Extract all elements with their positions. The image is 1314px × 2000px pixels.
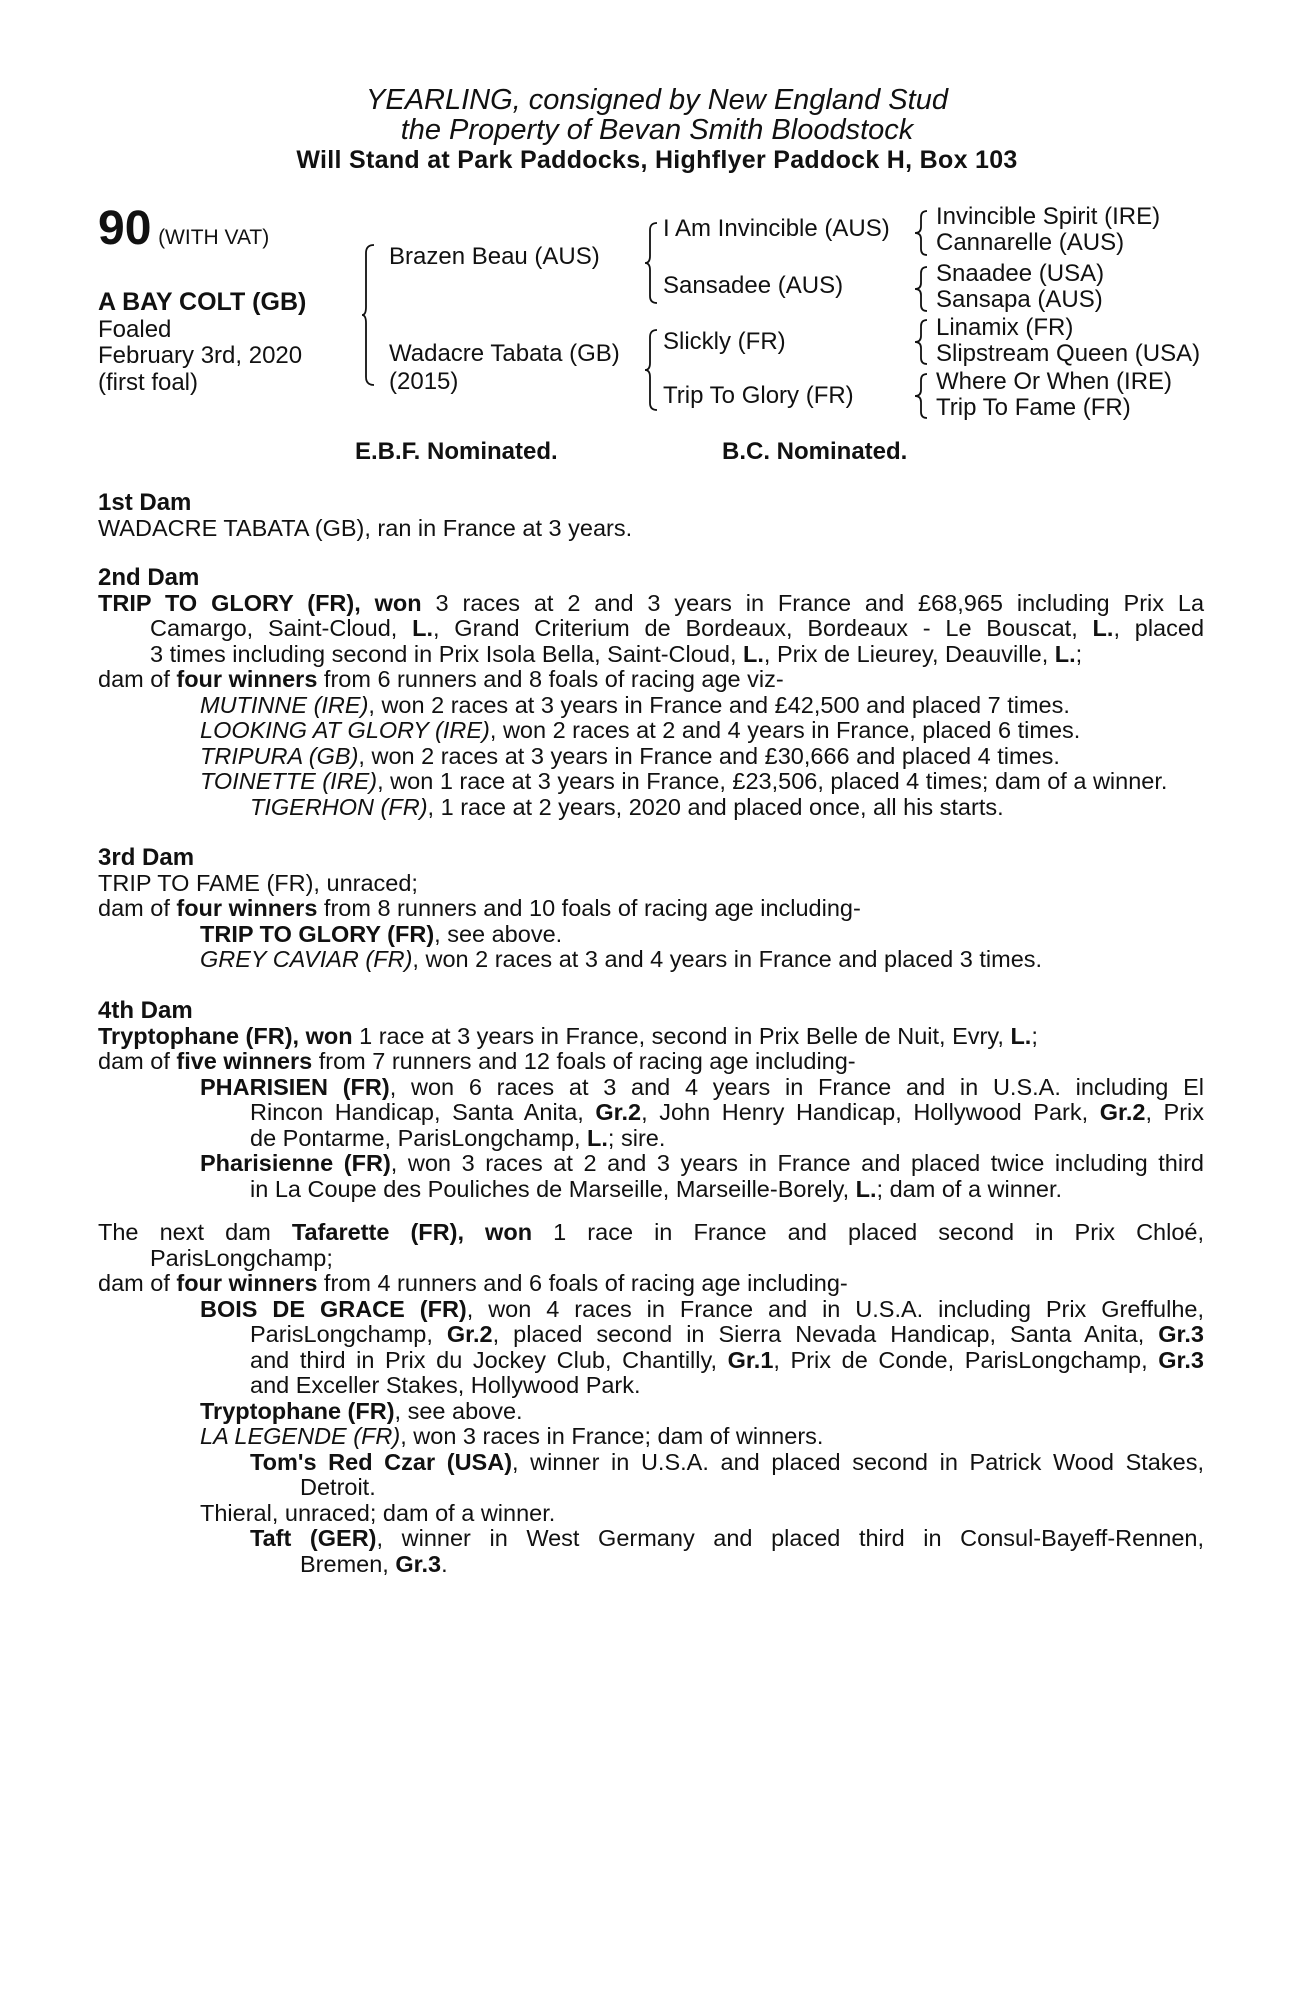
first-dam-text: WADACRE TABATA (GB), ran in France at 3 years.: [98, 514, 633, 541]
pedigree-dss: Linamix (FR): [936, 314, 1074, 341]
progeny-name: Tom's Red Czar (USA): [250, 1448, 513, 1475]
progeny-text: , won 2 races at 3 and 4 years in France and placed 3 times.: [412, 946, 1043, 972]
text: from 8 runners and 10 foals of racing age including-: [317, 895, 861, 921]
pedigree-sire-dam: Sansadee (AUS): [663, 272, 844, 299]
progeny-text: , won 2 races at 3 years in France and £42,500 and placed 7 times.: [368, 691, 1070, 718]
progeny-line: [250, 1100, 1204, 1126]
winners-count: four winners: [176, 666, 318, 692]
fourth-dam-section: [98, 998, 1204, 1202]
foaled-date: February 3rd, 2020: [98, 342, 303, 369]
progeny-line: [250, 1348, 1204, 1374]
progeny-text: , won 6 races at 3 and 4 years in France and in U.S.A. including El: [389, 1073, 1204, 1100]
listed-mark: L.: [1010, 1022, 1032, 1049]
bc-nominated: B.C. Nominated.: [722, 438, 908, 465]
progeny-text: , won 2 races at 3 years in France and £30,666 and placed 4 times.: [358, 742, 1060, 769]
pedigree-brace-dd: [913, 372, 929, 420]
first-dam-section: [98, 490, 1204, 541]
text: , placed: [1113, 615, 1205, 641]
progeny-line: [250, 1126, 1204, 1152]
text: and third in Prix du Jockey Club, Chantilly,: [250, 1346, 728, 1373]
progeny-line: [250, 1450, 1204, 1476]
pedigree-dam: Wadacre Tabata (GB): [389, 340, 620, 367]
fourth-dam-line-2: [98, 1049, 1204, 1075]
second-dam-section: [98, 565, 1204, 820]
grade-mark: Gr.3: [395, 1550, 442, 1577]
text: de Pontarme, ParisLongchamp,: [250, 1124, 588, 1151]
won-word: , won: [457, 1219, 533, 1245]
grade-mark: Gr.3: [1158, 1321, 1204, 1347]
progeny-line: [250, 1526, 1204, 1552]
progeny-text: , won 2 races at 2 and 4 years in France, placed 6 times.: [489, 717, 1081, 743]
progeny-item: [200, 718, 1204, 744]
listed-mark: L.: [743, 640, 764, 667]
progeny-name: LA LEGENDE (FR): [200, 1423, 401, 1449]
progeny-name: Tryptophane (FR): [200, 1397, 395, 1424]
listed-mark: L.: [412, 615, 433, 641]
grade-mark: Gr.3: [1158, 1346, 1204, 1373]
horse-title: A BAY COLT (GB): [98, 288, 307, 316]
text: , Prix: [1145, 1099, 1204, 1125]
winners-count: four winners: [176, 895, 318, 921]
progeny-name: GREY CAVIAR (FR): [200, 946, 413, 972]
text: ;: [1075, 640, 1083, 667]
pedigree-dam-dam: Trip To Glory (FR): [663, 382, 854, 409]
text: Camargo, Saint-Cloud,: [150, 615, 413, 641]
progeny-item: [200, 1399, 1204, 1425]
pedigree-brace-sire: [645, 221, 659, 305]
second-dam-line-4: [98, 667, 1204, 693]
text: from 6 runners and 8 foals of racing age viz-: [317, 666, 784, 692]
text: from 4 runners and 6 foals of racing age including-: [317, 1270, 848, 1296]
progeny-item: [200, 947, 1204, 973]
progeny-name: Taft (GER): [250, 1525, 377, 1551]
progeny-line: [250, 1322, 1204, 1348]
progeny-name: TRIP TO GLORY (FR): [200, 920, 435, 947]
progeny-text: , winner in U.S.A. and placed second in Patrick Wood Stakes,: [512, 1448, 1204, 1475]
winners-count: five winners: [176, 1048, 313, 1074]
progeny-name: TIGERHON (FR): [250, 793, 428, 820]
pedigree-dam-year: (2015): [389, 368, 459, 395]
progeny-line: [250, 1177, 1204, 1203]
grade-mark: Gr.2: [1099, 1099, 1146, 1125]
progeny-item: Thieral, unraced; dam of a winner.: [200, 1499, 556, 1526]
grade-mark: Gr.2: [446, 1321, 493, 1347]
pedigree-brace-sd: [913, 265, 929, 313]
grade-mark: Gr.1: [727, 1346, 774, 1373]
pedigree-brace-main: [362, 243, 376, 387]
next-dam-line-1: [98, 1220, 1204, 1246]
second-dam-name: TRIP TO GLORY (FR): [98, 589, 355, 616]
progeny-item: [200, 693, 1204, 719]
second-dam-heading: 2nd Dam: [98, 564, 200, 591]
text: dam of: [98, 1270, 177, 1296]
fourth-dam-name: Tryptophane (FR): [98, 1022, 293, 1049]
grade-mark: Gr.2: [595, 1099, 642, 1125]
pedigree-brace-ss: [913, 209, 929, 257]
second-dam-text: 3 races at 2 and 3 years in France and £68,965 including Prix La: [421, 589, 1205, 616]
winners-count: four winners: [176, 1270, 318, 1296]
progeny-name: BOIS DE GRACE (FR): [200, 1295, 467, 1322]
won-word: , won: [292, 1022, 353, 1049]
fourth-dam-heading: 4th Dam: [98, 997, 193, 1024]
second-dam-line-1: [98, 591, 1204, 617]
text: Bremen,: [300, 1550, 396, 1577]
progeny-text: , 1 race at 2 years, 2020 and placed once, all his starts.: [427, 793, 1004, 820]
pedigree-sire: Brazen Beau (AUS): [389, 243, 600, 270]
text: dam of: [98, 1048, 177, 1074]
foal-note: (first foal): [98, 369, 199, 396]
progeny-text: , won 1 race at 3 years in France, £23,506, placed 4 times; dam of a winner.: [377, 768, 1168, 794]
progeny-line: [200, 1075, 1204, 1101]
progeny-name: TOINETTE (IRE): [200, 768, 378, 794]
third-dam-heading: 3rd Dam: [98, 844, 195, 871]
second-dam-line-3: [150, 642, 1204, 668]
pedigree-sds: Snaadee (USA): [936, 260, 1105, 287]
pedigree-sss: Invincible Spirit (IRE): [936, 203, 1161, 230]
fourth-dam-line-1: [98, 1024, 1204, 1050]
progeny-item: [200, 744, 1204, 770]
pedigree-sdd: Sansapa (AUS): [936, 286, 1103, 313]
text: in La Coupe des Pouliches de Marseille, Marseille-Borely,: [250, 1175, 856, 1202]
listed-mark: L.: [855, 1175, 877, 1202]
pedigree-dam-sire: Slickly (FR): [663, 328, 786, 355]
lot-block: [98, 204, 269, 263]
progeny-line: Bremen, Gr.3.: [300, 1550, 448, 1577]
text: dam of: [98, 895, 177, 921]
text: Rincon Handicap, Santa Anita,: [250, 1099, 596, 1125]
vat-note: (WITH VAT): [158, 226, 270, 249]
progeny-name: PHARISIEN (FR): [200, 1073, 390, 1100]
foaled-label: Foaled: [98, 316, 172, 343]
lot-number: 90: [98, 202, 152, 255]
progeny-name: TRIPURA (GB): [200, 742, 359, 769]
progeny-name: MUTINNE (IRE): [200, 691, 369, 718]
text: dam of: [98, 666, 177, 692]
text: 3 times including second in Prix Isola Bella, Saint-Cloud,: [150, 640, 744, 667]
pedigree-brace-ds: [913, 318, 929, 366]
text: , Grand Criterium de Bordeaux, Bordeaux - Le Bouscat,: [432, 615, 1093, 641]
text: The next dam: [98, 1219, 292, 1245]
progeny-text: , see above.: [434, 920, 563, 947]
next-dam-section: [98, 1220, 1204, 1577]
progeny-line: Detroit.: [300, 1474, 376, 1500]
text: 1 race in France and placed second in Prix Chloé,: [532, 1219, 1205, 1245]
pedigree-sire-sire: I Am Invincible (AUS): [663, 215, 890, 242]
progeny-item: [200, 769, 1204, 795]
progeny-line: [200, 1151, 1204, 1177]
progeny-text: , won 3 races at 2 and 3 years in France and placed twice including third: [390, 1150, 1204, 1176]
pedigree-ddd: Trip To Fame (FR): [936, 394, 1131, 421]
ebf-nominated: E.B.F. Nominated.: [355, 438, 558, 465]
progeny-name: LOOKING AT GLORY (IRE): [200, 717, 490, 743]
first-dam-heading: 1st Dam: [98, 489, 192, 516]
second-dam-line-2: [150, 616, 1204, 642]
third-dam-section: [98, 845, 1204, 973]
progeny-line: and Exceller Stakes, Hollywood Park.: [250, 1372, 641, 1398]
progeny-text: , won 4 races in France and in U.S.A. including Prix Greffulhe,: [466, 1295, 1205, 1322]
won-word: , won: [354, 589, 422, 616]
progeny-text: , see above.: [394, 1397, 523, 1424]
listed-mark: L.: [1092, 615, 1114, 641]
listed-mark: L.: [1054, 640, 1076, 667]
header-line-1: YEARLING, consigned by New England Stud: [366, 84, 948, 116]
text: ;: [1031, 1022, 1038, 1049]
pedigree-dsd: Slipstream Queen (USA): [936, 340, 1201, 367]
progeny-item: [200, 1424, 1204, 1450]
pedigree-ssd: Cannarelle (AUS): [936, 229, 1125, 256]
text: ; sire.: [607, 1124, 666, 1151]
next-dam-line-2: ParisLongchamp;: [150, 1244, 333, 1271]
header-line-2: the Property of Bevan Smith Bloodstock: [400, 114, 914, 146]
third-dam-line-1: TRIP TO FAME (FR), unraced;: [98, 869, 418, 896]
next-dam-name: Tafarette (FR): [291, 1219, 458, 1245]
progeny-line: [200, 1297, 1204, 1323]
listed-mark: L.: [587, 1124, 608, 1151]
text: from 7 runners and 12 foals of racing age including-: [312, 1048, 856, 1074]
next-dam-line-3: [98, 1271, 1204, 1297]
pedigree-dds: Where Or When (IRE): [936, 368, 1173, 395]
progeny-name: Pharisienne (FR): [200, 1150, 391, 1176]
pedigree-brace-dam: [645, 328, 659, 412]
text: , placed second in Sierra Nevada Handicap, Santa Anita,: [492, 1321, 1159, 1347]
text: 1 race at 3 years in France, second in Prix Belle de Nuit, Evry,: [352, 1022, 1011, 1049]
progeny-text: , won 3 races in France; dam of winners.: [400, 1423, 824, 1449]
progeny-item: [250, 795, 1204, 821]
text: ParisLongchamp,: [250, 1321, 447, 1347]
header-line-3: Will Stand at Park Paddocks, Highflyer Paddock H, Box 103: [296, 146, 1018, 174]
text: ; dam of a winner.: [876, 1175, 1063, 1202]
text: , Prix de Conde, ParisLongchamp,: [773, 1346, 1159, 1373]
text: , John Henry Handicap, Hollywood Park,: [641, 1099, 1100, 1125]
progeny-item: [200, 922, 1204, 948]
progeny-text: , winner in West Germany and placed third in Consul-Bayeff-Rennen,: [376, 1525, 1204, 1551]
text: , Prix de Lieurey, Deauville,: [763, 640, 1055, 667]
third-dam-line-2: [98, 896, 1204, 922]
